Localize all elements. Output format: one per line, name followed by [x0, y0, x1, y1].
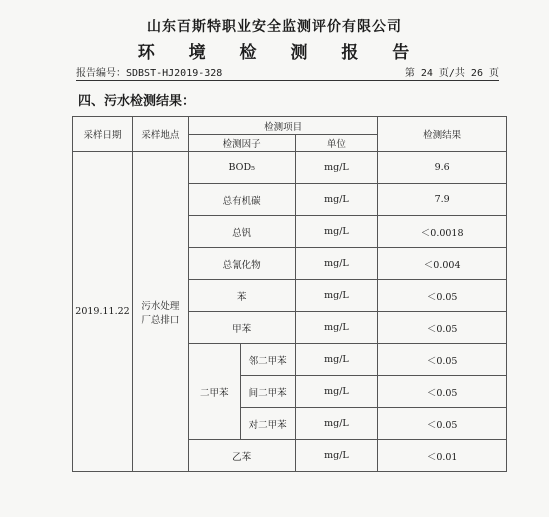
company-name: 山东百斯特职业安全监测评价有限公司 — [147, 19, 402, 35]
result-cell: ＜0.05 — [378, 344, 507, 376]
unit-cell: mg/L — [295, 344, 378, 376]
result-cell: ＜0.05 — [378, 312, 507, 344]
results-table — [72, 116, 507, 472]
unit-cell: mg/L — [295, 408, 378, 440]
col-unit-header: 单位 — [295, 135, 378, 152]
factor-cell: BOD₅ — [188, 152, 295, 184]
sampling-location: 污水处理厂总排口 — [132, 152, 188, 472]
report-number — [76, 64, 222, 79]
factor-cell: 对二甲苯 — [240, 408, 295, 440]
report-title: 环 境 检 测 报 告 — [137, 43, 424, 63]
result-cell: ＜0.01 — [378, 440, 507, 472]
factor-cell: 邻二甲苯 — [240, 344, 295, 376]
report-number-label: 报告编号： — [76, 68, 126, 79]
factor-cell: 甲苯 — [188, 312, 295, 344]
factor-cell: 苯 — [188, 280, 295, 312]
page-info: 第 24 页/共 26 页 — [404, 68, 499, 79]
factor-cell: 总氰化物 — [188, 248, 295, 280]
unit-cell: mg/L — [295, 280, 378, 312]
unit-cell: mg/L — [295, 152, 378, 184]
result-cell: ＜0.05 — [378, 280, 507, 312]
result-cell: ＜0.0018 — [378, 216, 507, 248]
col-items-header: 检测项目 — [188, 117, 377, 135]
header-rule — [76, 80, 499, 81]
result-cell: ＜0.05 — [378, 408, 507, 440]
col-date-header: 采样日期 — [73, 117, 133, 152]
result-cell: 9.6 — [378, 152, 507, 184]
section-title: 四、污水检测结果： — [78, 94, 196, 109]
result-cell: ＜0.004 — [378, 248, 507, 280]
result-cell: 7.9 — [378, 184, 507, 216]
unit-cell: mg/L — [295, 376, 378, 408]
report-number-value: SDBST-HJ2019-328 — [126, 68, 223, 79]
col-result-header: 检测结果 — [378, 117, 507, 152]
factor-cell: 总有机碳 — [188, 184, 295, 216]
unit-cell: mg/L — [295, 184, 378, 216]
xylene-group-label: 二甲苯 — [188, 344, 240, 440]
table-row — [73, 152, 507, 184]
unit-cell: mg/L — [295, 312, 378, 344]
col-location-header: 采样地点 — [132, 117, 188, 152]
unit-cell: mg/L — [295, 248, 378, 280]
factor-cell: 间二甲苯 — [240, 376, 295, 408]
factor-cell: 总钒 — [188, 216, 295, 248]
unit-cell: mg/L — [295, 440, 378, 472]
unit-cell: mg/L — [295, 216, 378, 248]
factor-cell: 乙苯 — [188, 440, 295, 472]
header-row-1 — [73, 117, 507, 135]
report-meta — [76, 64, 499, 80]
col-factor-header: 检测因子 — [188, 135, 295, 152]
result-cell: ＜0.05 — [378, 376, 507, 408]
sampling-date: 2019.11.22 — [73, 152, 133, 472]
